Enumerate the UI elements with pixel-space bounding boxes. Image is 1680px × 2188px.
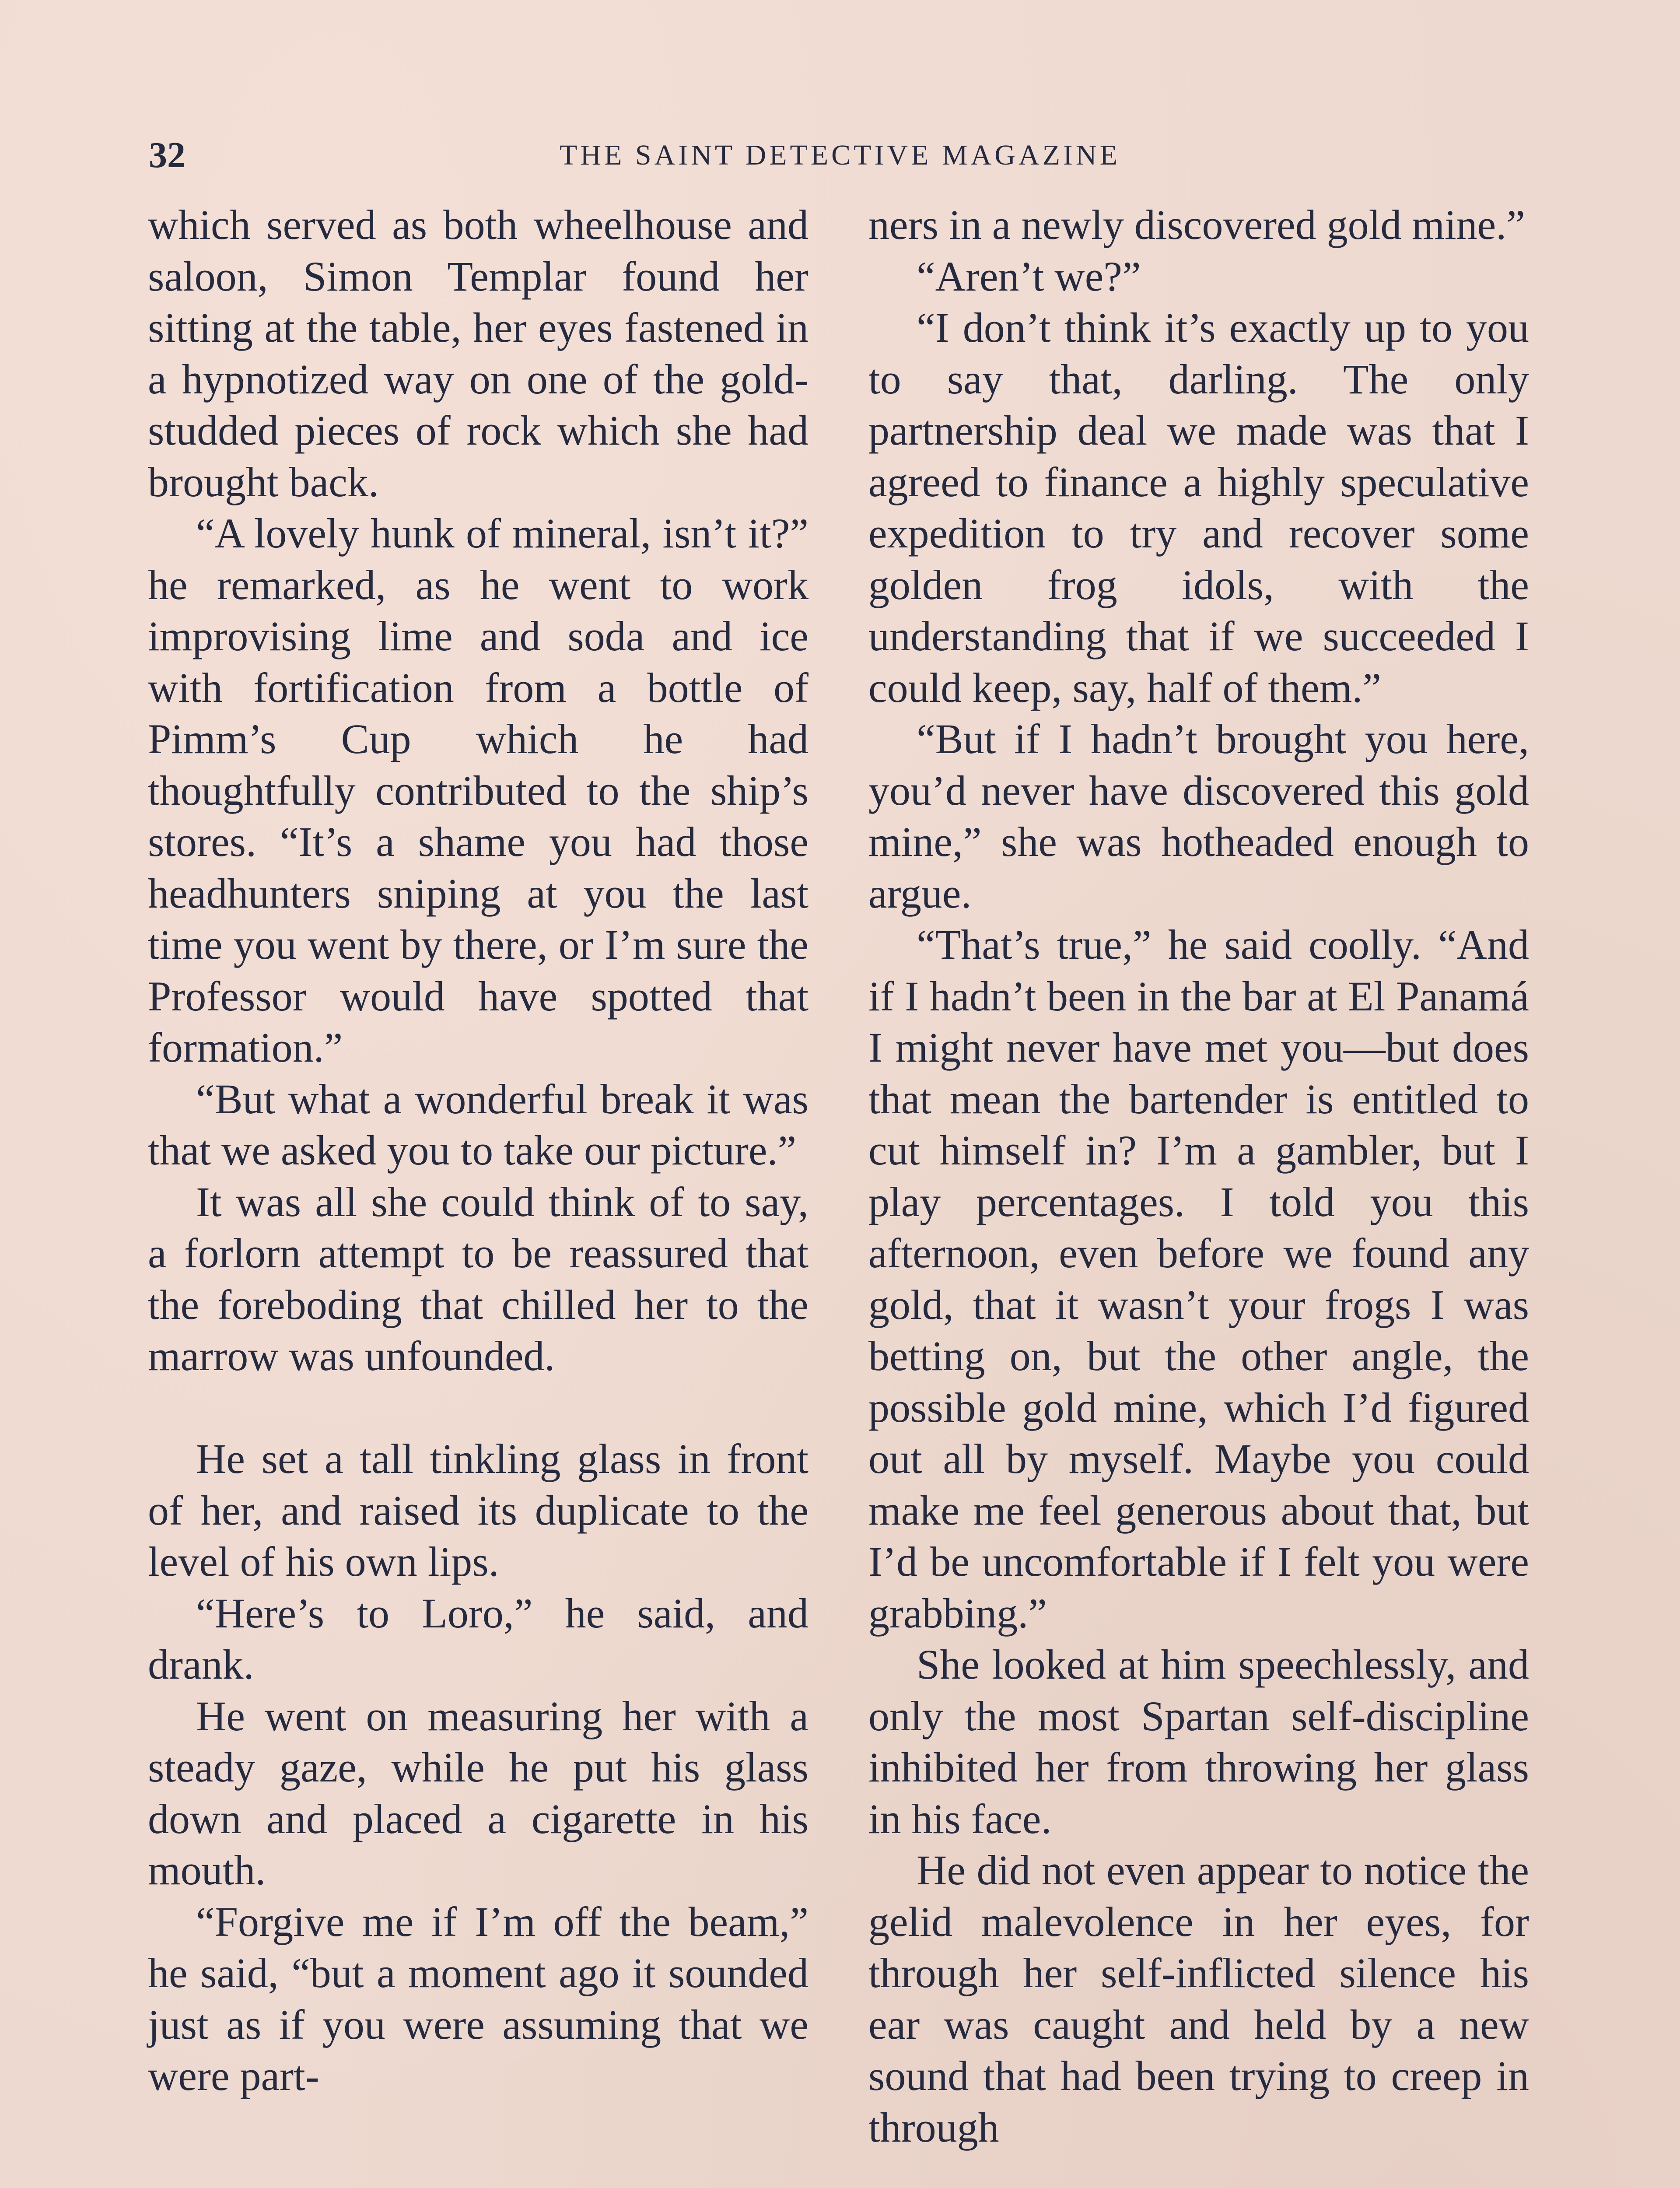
paragraph: “That’s true,” he said coolly. “And if I hadn’t been in the bar at El Panamá I might never have met you—but does that mean the bartender is entitled to cut himself in? I’m a gambler, but I play percentages. I told you this afternoon, even before we found any gold, that it wasn’t your frogs I was betting on, but the other angle, the possible gold mine, which I’d figured out all by myself. Maybe you could make me feel generous about that, but I’d be uncomfortable if I felt you were grabbing.” — [868, 921, 1529, 1637]
paragraph: “I don’t think it’s exactly up to you to say that, darling. The only partnership deal we made was that I agreed to finance a highly speculative expedition to try and recover some golden frog idols, with the understanding that if we succeeded I could keep, say, half of them.” — [868, 304, 1529, 711]
paragraph: It was all she could think of to say, a forlorn attempt to be reassured that the foreboding that chilled her to the marrow was unfounded. — [148, 1178, 808, 1379]
paragraph: which served as both wheelhouse and saloon, Simon Templar found her sitting at the table, her eyes fastened in a hypnotized way on one of the gold-studded pieces of rock which she had brought back. — [148, 201, 808, 505]
left-column — [148, 199, 808, 2102]
page-header — [149, 131, 1531, 179]
paragraph: “But if I hadn’t brought you here, you’d never have discovered this gold mine,” she was hotheaded enough to argue. — [868, 715, 1529, 917]
paragraph: “A lovely hunk of mineral, isn’t it?” he remarked, as he went to work improvising lime and soda and ice with fortification from a bottle of Pimm’s Cup which he had thoughtfully contributed to the ship’s stores. “It’s a shame you had those headhunters sniping at you the last time you went by there, or I’m sure the Professor would have spotted that formation.” — [148, 510, 808, 1071]
paragraph: He set a tall tinkling glass in front of her, and raised its duplicate to the level of his own lips. — [148, 1435, 808, 1585]
right-column — [868, 199, 1529, 2153]
paragraph: He went on measuring her with a steady gaze, while he put his glass down and placed a cigarette in his mouth. — [148, 1692, 808, 1893]
paragraph: “Here’s to Loro,” he said, and drank. — [148, 1589, 808, 1688]
page-number: 32 — [149, 135, 186, 175]
paragraph: She looked at him speechlessly, and only the most Spartan self-discipline inhibited her from throwing her glass in his face. — [868, 1641, 1529, 1842]
paragraph: “Forgive me if I’m off the beam,” he said, “but a moment ago it sounded just as if you were assuming that we were part- — [148, 1898, 808, 2099]
paragraph: “But what a wonderful break it was that we asked you to take our picture.” — [148, 1075, 808, 1174]
paragraph: “Aren’t we?” — [917, 252, 1141, 300]
running-head: THE SAINT DETECTIVE MAGAZINE — [560, 139, 1120, 171]
section-break — [148, 1382, 808, 1434]
paragraph: He did not even appear to notice the gelid malevolence in her eyes, for through her self-inflicted silence his ear was caught and held by a new sound that had been trying to creep in through — [868, 1847, 1529, 2151]
paragraph: ners in a newly discovered gold mine.” — [868, 201, 1525, 248]
